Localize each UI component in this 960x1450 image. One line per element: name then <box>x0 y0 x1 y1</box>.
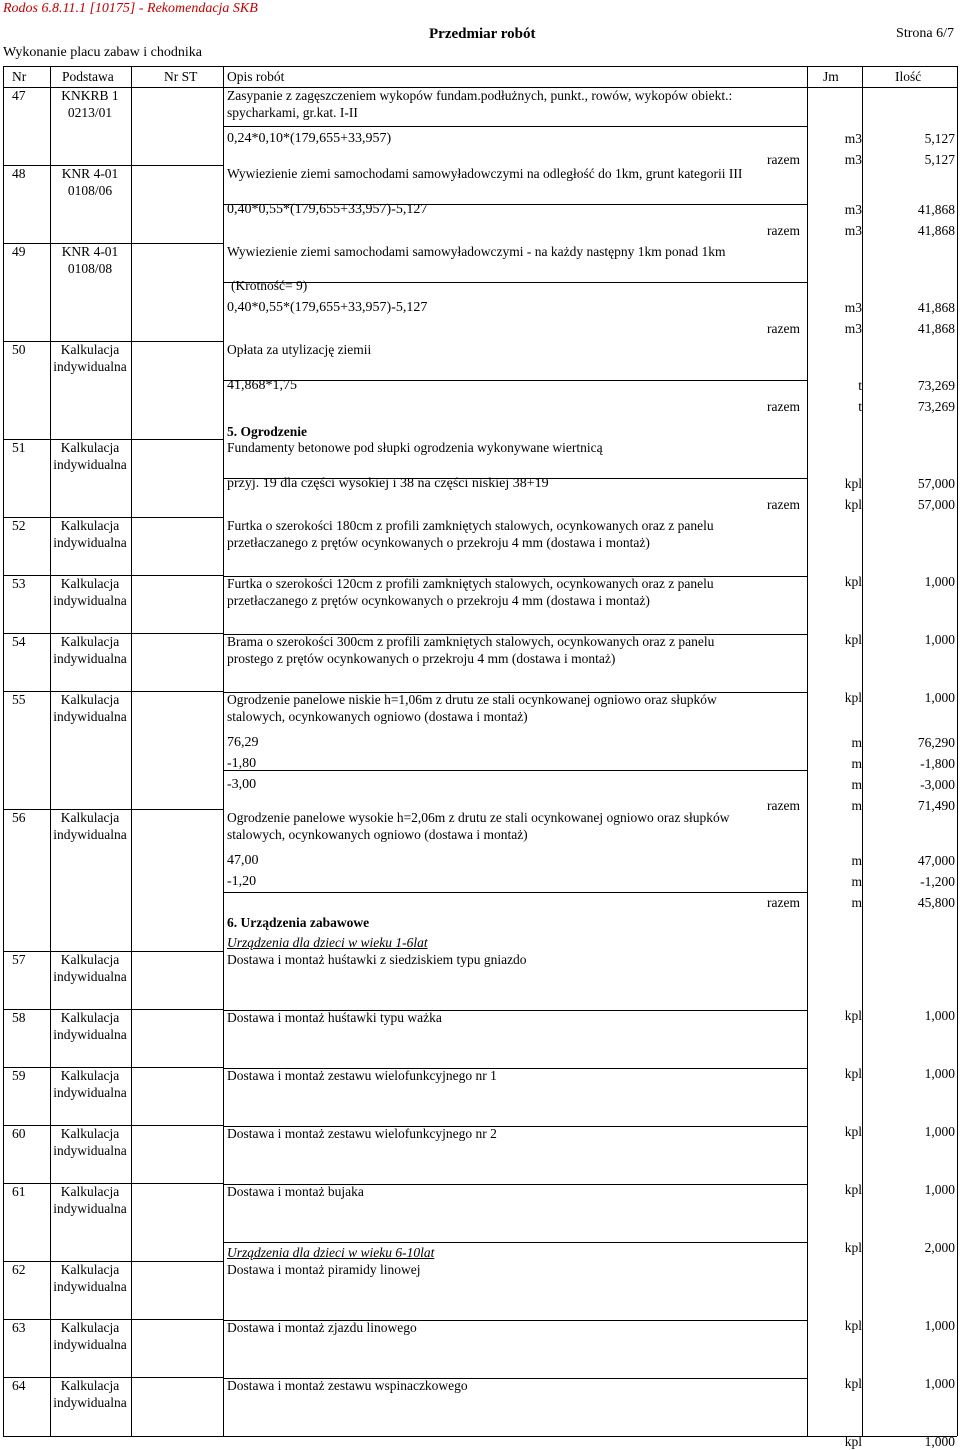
row-divider <box>223 1242 807 1243</box>
col-header-qty: Ilość <box>895 69 922 84</box>
item-base-code-2: indywidualna <box>53 1143 127 1158</box>
item-base-code: Kalkulacja <box>60 1068 120 1083</box>
sum-label: razem <box>767 399 800 414</box>
item-description: Ogrodzenie panelowe niskie h=1,06m z drutu ze stali ocynkowanej ogniowo oraz słupków <box>227 692 717 707</box>
calculation-unit: m <box>851 874 862 889</box>
item-number: 63 <box>12 1320 26 1335</box>
calculation-quantity: 41,868 <box>917 202 955 217</box>
calculation-quantity: 1,000 <box>924 574 955 589</box>
row-divider <box>223 1436 807 1437</box>
row-divider <box>223 282 807 283</box>
item-base-code: Kalkulacja <box>60 952 120 967</box>
item-base-code-2: indywidualna <box>53 359 127 374</box>
calculation-quantity: -1,800 <box>920 756 955 771</box>
calculation-unit: kpl <box>844 476 862 491</box>
item-number: 61 <box>12 1184 26 1199</box>
item-description: Dostawa i montaż zjazdu linowego <box>227 1320 417 1335</box>
calculation-expression: -1,20 <box>227 874 257 889</box>
item-number: 49 <box>12 244 26 259</box>
calculation-expression: 0,40*0,55*(179,655+33,957)-5,127 <box>227 202 428 217</box>
item-description: Ogrodzenie panelowe wysokie h=2,06m z drutu ze stali ocynkowanej ogniowo oraz słupków <box>227 810 730 825</box>
item-base-code: Kalkulacja <box>60 1320 120 1335</box>
calculation-unit: kpl <box>844 1182 862 1197</box>
item-description: Wywiezienie ziemi samochodami samowyładowczymi - na każdy następny 1km ponad 1km <box>227 244 726 259</box>
sum-label: razem <box>767 497 800 512</box>
column-divider <box>3 66 4 1436</box>
page-title: Przedmiar robót <box>429 26 536 42</box>
item-base-code-2: indywidualna <box>53 651 127 666</box>
col-header-base: Podstawa <box>62 69 114 84</box>
column-divider <box>223 66 224 1436</box>
calculation-unit: m3 <box>844 300 862 315</box>
calculation-expression: -3,00 <box>227 777 257 792</box>
calculation-unit: kpl <box>844 1008 862 1023</box>
item-base-code: Kalkulacja <box>60 810 120 825</box>
item-base-code: Kalkulacja <box>60 692 120 707</box>
column-divider <box>131 66 132 1436</box>
calculation-quantity: 1,000 <box>924 1318 955 1333</box>
item-number: 48 <box>12 166 26 181</box>
item-base-code-2: 0108/08 <box>67 261 113 276</box>
item-number: 47 <box>12 88 26 103</box>
item-base-code-2: indywidualna <box>53 535 127 550</box>
item-base-code: Kalkulacja <box>60 1184 120 1199</box>
subsection-heading: Urządzenia dla dzieci w wieku 6-10lat <box>227 1245 435 1260</box>
page-number: Strona 6/7 <box>896 26 954 41</box>
sum-quantity: 71,490 <box>917 798 955 813</box>
item-description: spycharkami, gr.kat. I-II <box>227 105 358 120</box>
item-number: 58 <box>12 1010 26 1025</box>
calculation-expression: przyj. 19 dla części wysokiej i 38 na części niskiej 38+19 <box>227 476 549 491</box>
sum-unit: m <box>851 798 862 813</box>
item-number: 54 <box>12 634 26 649</box>
calculation-unit: kpl <box>844 690 862 705</box>
item-number: 50 <box>12 342 26 357</box>
sum-quantity: 41,868 <box>917 321 955 336</box>
calculation-unit: kpl <box>844 574 862 589</box>
calculation-quantity: 1,000 <box>924 1434 955 1449</box>
item-description: Opłata za utylizację ziemii <box>227 342 372 357</box>
calculation-unit: kpl <box>844 1240 862 1255</box>
item-base-code: Kalkulacja <box>60 1126 120 1141</box>
item-number: 62 <box>12 1262 26 1277</box>
sum-quantity: 5,127 <box>924 152 955 167</box>
item-base-code-2: indywidualna <box>53 827 127 842</box>
calculation-unit: m3 <box>844 131 862 146</box>
item-number: 56 <box>12 810 26 825</box>
item-base-code-2: indywidualna <box>53 1085 127 1100</box>
calculation-quantity: 76,290 <box>917 735 955 750</box>
calculation-quantity: 5,127 <box>924 131 955 146</box>
item-number: 57 <box>12 952 26 967</box>
sum-unit: kpl <box>844 497 862 512</box>
calculation-quantity: 1,000 <box>924 1182 955 1197</box>
column-divider <box>862 66 863 1436</box>
calculation-expression: 76,29 <box>227 735 259 750</box>
item-base-code: KNKRB 1 <box>61 88 119 103</box>
calculation-quantity: 47,000 <box>917 853 955 868</box>
software-title: Rodos 6.8.11.1 [10175] - Rekomendacja SKB <box>3 1 258 16</box>
item-description: Wywiezienie ziemi samochodami samowyładowczymi na odległość do 1km, grunt kategorii III <box>227 166 743 181</box>
row-divider <box>223 892 807 893</box>
col-header-nr: Nr <box>12 69 27 84</box>
item-base-code-2: indywidualna <box>53 709 127 724</box>
item-base-code-2: 0108/06 <box>67 183 113 198</box>
calculation-quantity: 1,000 <box>924 632 955 647</box>
item-number: 52 <box>12 518 26 533</box>
item-base-code: Kalkulacja <box>60 342 120 357</box>
sum-label: razem <box>767 152 800 167</box>
item-description: przetłaczanego z prętów ocynkowanych o przekroju 4 mm (dostawa i montaż) <box>227 535 650 550</box>
calculation-unit: kpl <box>844 1376 862 1391</box>
calculation-expression: 47,00 <box>227 853 259 868</box>
item-base-code-2: 0213/01 <box>67 105 113 120</box>
calculation-quantity: -1,200 <box>920 874 955 889</box>
row-divider <box>223 380 807 381</box>
col-header-desc: Opis robót <box>227 69 285 84</box>
item-base-code: Kalkulacja <box>60 1378 120 1393</box>
calculation-unit: m <box>851 777 862 792</box>
section-heading: 6. Urządzenia zabawowe <box>227 915 370 930</box>
item-base-code: Kalkulacja <box>60 518 120 533</box>
column-divider <box>807 66 808 1436</box>
item-description: Brama o szerokości 300cm z profili zamkniętych stalowych, ocynkowanych oraz z panelu <box>227 634 715 649</box>
calculation-quantity: -3,000 <box>920 777 955 792</box>
item-base-code-2: indywidualna <box>53 1027 127 1042</box>
calculation-quantity: 1,000 <box>924 1066 955 1081</box>
item-description: Fundamenty betonowe pod słupki ogrodzenia wykonywane wiertnicą <box>227 440 603 455</box>
item-description: Dostawa i montaż zestawu wielofunkcyjnego nr 2 <box>227 1126 497 1141</box>
calculation-expression: 0,24*0,10*(179,655+33,957) <box>227 131 392 146</box>
sum-quantity: 57,000 <box>917 497 955 512</box>
sum-label: razem <box>767 895 800 910</box>
calculation-unit: kpl <box>844 1124 862 1139</box>
sum-unit: m3 <box>844 321 862 336</box>
multiplier-note: (Krotność= 9) <box>231 278 308 293</box>
item-description: Zasypanie z zagęszczeniem wykopów fundam.podłużnych, punkt., rowów, wykopów obiekt.: <box>227 88 733 103</box>
row-divider <box>223 770 807 771</box>
calculation-expression: 41,868*1,75 <box>227 378 297 393</box>
item-base-code: Kalkulacja <box>60 440 120 455</box>
calculation-unit: m3 <box>844 202 862 217</box>
calculation-expression: -1,80 <box>227 756 257 771</box>
item-description: Dostawa i montaż zestawu wspinaczkowego <box>227 1378 468 1393</box>
item-number: 55 <box>12 692 26 707</box>
col-header-st: Nr ST <box>164 69 198 84</box>
calculation-quantity: 2,000 <box>924 1240 955 1255</box>
item-base-code: Kalkulacja <box>60 1262 120 1277</box>
item-number: 64 <box>12 1378 26 1393</box>
calculation-quantity: 73,269 <box>917 378 955 393</box>
sum-unit: m3 <box>844 223 862 238</box>
item-description: Dostawa i montaż huśtawki z siedziskiem typu gniazdo <box>227 952 527 967</box>
item-description: stalowych, ocynkowanych ogniowo (dostawa i montaż) <box>227 827 528 842</box>
calculation-unit: kpl <box>844 632 862 647</box>
calculation-unit: kpl <box>844 1434 862 1449</box>
item-base-code-2: indywidualna <box>53 1279 127 1294</box>
item-base-code-2: indywidualna <box>53 1395 127 1410</box>
item-description: Furtka o szerokości 120cm z profili zamkniętych stalowych, ocynkowanych oraz z panelu <box>227 576 714 591</box>
item-number: 59 <box>12 1068 26 1083</box>
item-base-code-2: indywidualna <box>53 1201 127 1216</box>
subsection-heading: Urządzenia dla dzieci w wieku 1-6lat <box>227 935 428 950</box>
item-base-code: Kalkulacja <box>60 576 120 591</box>
item-base-code: KNR 4-01 <box>61 166 119 181</box>
calculation-unit: m <box>851 756 862 771</box>
calculation-quantity: 1,000 <box>924 1124 955 1139</box>
sum-unit: m3 <box>844 152 862 167</box>
item-base-code-2: indywidualna <box>53 457 127 472</box>
calculation-quantity: 1,000 <box>924 1376 955 1391</box>
col-header-unit: Jm <box>823 69 839 84</box>
item-base-code-2: indywidualna <box>53 593 127 608</box>
item-description: Dostawa i montaż piramidy linowej <box>227 1262 421 1277</box>
item-description: prostego z prętów ocynkowanych o przekroju 4 mm (dostawa i montaż) <box>227 651 616 666</box>
item-base-code-2: indywidualna <box>53 1337 127 1352</box>
calculation-expression: 0,40*0,55*(179,655+33,957)-5,127 <box>227 300 428 315</box>
item-number: 60 <box>12 1126 26 1141</box>
item-description: przetłaczanego z prętów ocynkowanych o przekroju 4 mm (dostawa i montaż) <box>227 593 650 608</box>
calculation-quantity: 1,000 <box>924 690 955 705</box>
column-divider <box>957 66 958 1436</box>
item-description: Furtka o szerokości 180cm z profili zamkniętych stalowych, ocynkowanych oraz z panelu <box>227 518 714 533</box>
sum-unit: t <box>858 399 862 414</box>
calculation-quantity: 41,868 <box>917 300 955 315</box>
item-description: Dostawa i montaż zestawu wielofunkcyjnego nr 1 <box>227 1068 497 1083</box>
calculation-unit: kpl <box>844 1066 862 1081</box>
project-name: Wykonanie placu zabaw i chodnika <box>3 45 202 60</box>
calculation-unit: t <box>858 378 862 393</box>
section-heading: 5. Ogrodzenie <box>227 424 307 439</box>
sum-quantity: 41,868 <box>917 223 955 238</box>
calculation-quantity: 57,000 <box>917 476 955 491</box>
sum-unit: m <box>851 895 862 910</box>
item-number: 53 <box>12 576 26 591</box>
calculation-unit: kpl <box>844 1318 862 1333</box>
item-base-code: Kalkulacja <box>60 634 120 649</box>
item-number: 51 <box>12 440 26 455</box>
item-base-code: Kalkulacja <box>60 1010 120 1025</box>
sum-label: razem <box>767 321 800 336</box>
item-description: Dostawa i montaż huśtawki typu ważka <box>227 1010 442 1025</box>
item-description: stalowych, ocynkowanych ogniowo (dostawa i montaż) <box>227 709 528 724</box>
calculation-quantity: 1,000 <box>924 1008 955 1023</box>
calculation-unit: m <box>851 735 862 750</box>
item-description: Dostawa i montaż bujaka <box>227 1184 364 1199</box>
sum-label: razem <box>767 223 800 238</box>
row-divider <box>223 126 807 127</box>
sum-label: razem <box>767 798 800 813</box>
item-base-code: KNR 4-01 <box>61 244 119 259</box>
sum-quantity: 45,800 <box>917 895 955 910</box>
item-base-code-2: indywidualna <box>53 969 127 984</box>
row-divider <box>3 66 957 67</box>
sum-quantity: 73,269 <box>917 399 955 414</box>
calculation-unit: m <box>851 853 862 868</box>
